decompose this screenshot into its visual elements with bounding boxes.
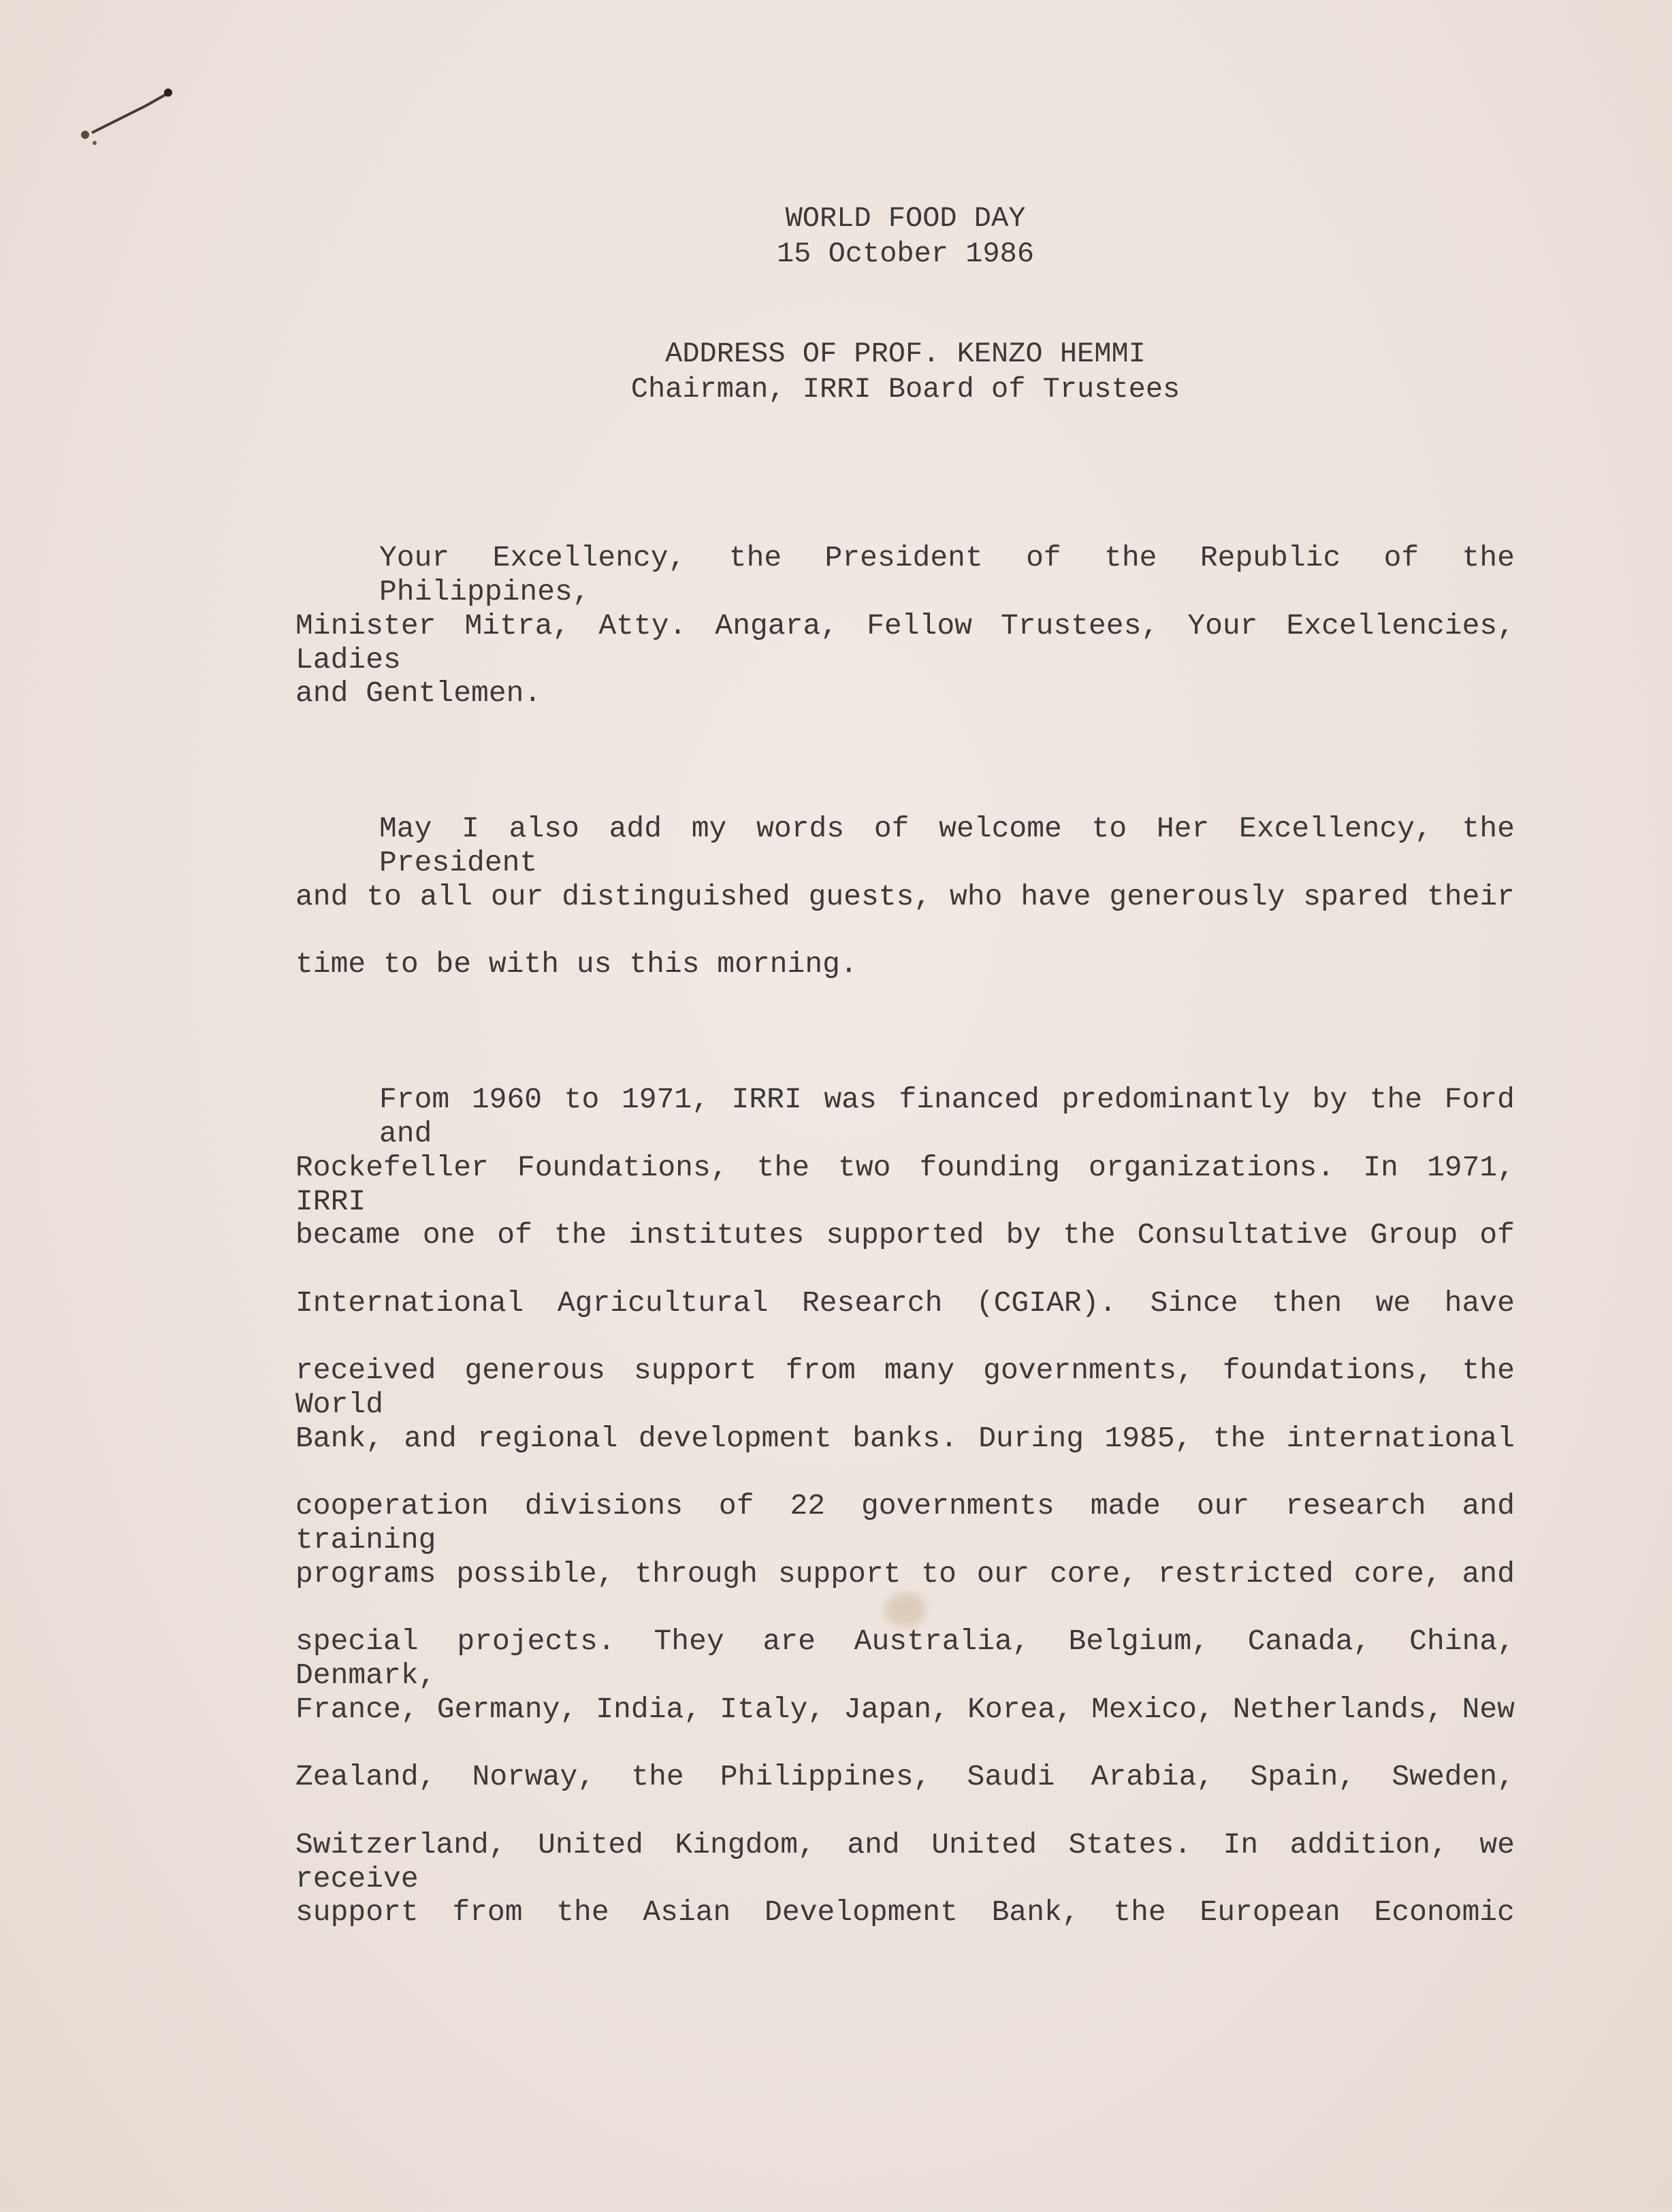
text-line: received generous support from many governments, foundations, the World bbox=[295, 1354, 1515, 1421]
pen-mark bbox=[65, 82, 174, 157]
paper-stain bbox=[885, 1593, 926, 1627]
text-line: May I also add my words of welcome to Her Excellency, the President bbox=[379, 812, 1515, 879]
text-line: Zealand, Norway, the Philippines, Saudi Arabia, Spain, Sweden, bbox=[295, 1760, 1515, 1793]
text-line: special projects. They are Australia, Belgium, Canada, China, Denmark, bbox=[295, 1625, 1515, 1692]
text-line: support from the Asian Development Bank, the European Economic bbox=[295, 1896, 1515, 1929]
event-date: 15 October 1986 bbox=[776, 238, 1035, 270]
text-line: Bank, and regional development banks. During 1985, the international bbox=[295, 1421, 1515, 1455]
text-line: programs possible, through support to our core, restricted core, and bbox=[295, 1557, 1515, 1591]
text-line: time to be with us this morning. bbox=[295, 947, 858, 981]
text-line: and Gentlemen. bbox=[295, 677, 542, 710]
text-line: France, Germany, India, Italy, Japan, Korea, Mexico, Netherlands, New bbox=[295, 1692, 1515, 1726]
event-title: WORLD FOOD DAY bbox=[785, 202, 1026, 235]
text-line: Minister Mitra, Atty. Angara, Fellow Trustees, Your Excellencies, Ladies bbox=[295, 608, 1515, 677]
text-line: became one of the institutes supported by the Consultative Group of bbox=[295, 1218, 1515, 1252]
text-line: Rockefeller Foundations, the two founding organizations. In 1971, IRRI bbox=[295, 1150, 1515, 1218]
text-line: Switzerland, United Kingdom, and United States. In addition, we receive bbox=[295, 1827, 1515, 1896]
text-line: cooperation divisions of 22 governments made our research and training bbox=[295, 1489, 1515, 1557]
address-title: ADDRESS OF PROF. KENZO HEMMI bbox=[665, 338, 1146, 370]
speaker-role: Chairman, IRRI Board of Trustees bbox=[630, 373, 1180, 406]
text-line: Your Excellency, the President of the Republic of the Philippines, bbox=[379, 541, 1515, 608]
text-line: and to all our distinguished guests, who have generously spared their bbox=[295, 879, 1515, 913]
text-line: International Agricultural Research (CGIAR). Since then we have bbox=[295, 1286, 1515, 1320]
text-line: From 1960 to 1971, IRRI was financed predominantly by the Ford and bbox=[379, 1083, 1515, 1150]
